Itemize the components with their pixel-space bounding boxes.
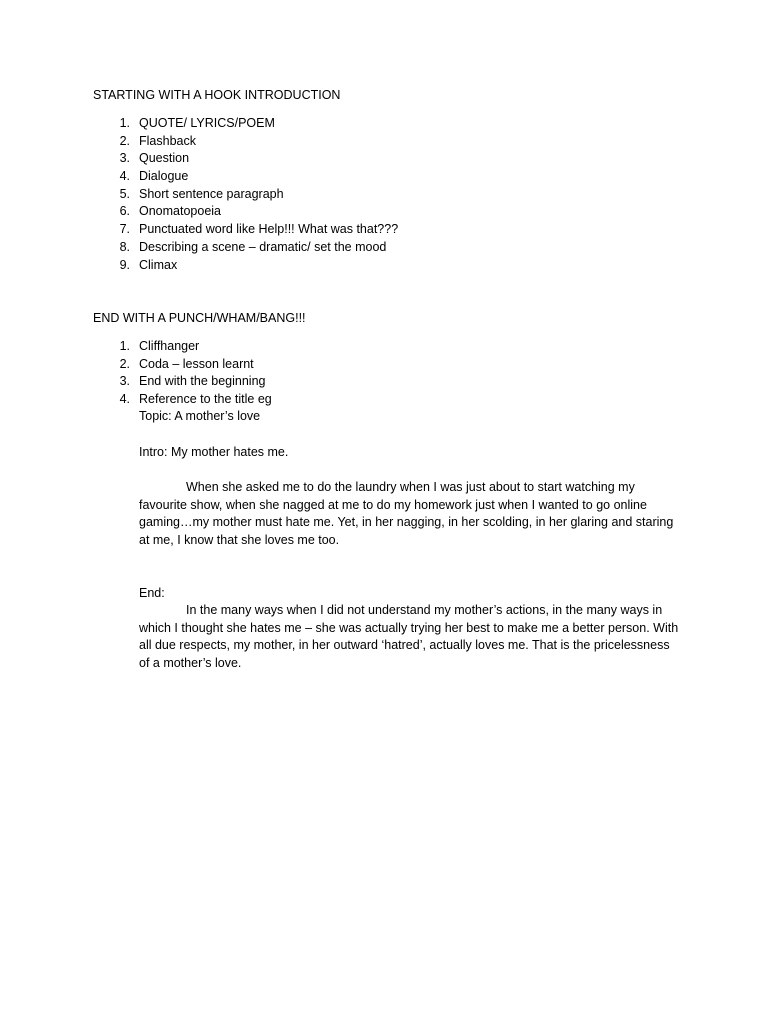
list-text: Question	[139, 151, 190, 166]
list-number: 1.	[119, 116, 130, 130]
list-text: Short sentence paragraph	[139, 186, 284, 201]
list-number: 6.	[119, 204, 130, 219]
intro-paragraph: When she asked me to do the laundry when I was just about to start watching my favourite show, when she nagged at me to do my homework just when I wanted to go online gaming…my mother must hate me. Yet, in her nagging, in her scolding, in her glaring and staring at me, I know that she loves me too.	[139, 480, 674, 547]
list-number: 2.	[119, 133, 130, 148]
end-label: End:	[139, 586, 165, 600]
list-number: 3.	[119, 151, 130, 166]
list-text: Onomatopoeia	[139, 204, 222, 219]
list-number: 4.	[119, 392, 130, 407]
list-text: Cliffhanger	[139, 339, 200, 353]
list-text: Punctuated word like Help!!! What was that???	[139, 222, 399, 237]
end-paragraph: In the many ways when I did not understand my mother’s actions, in the many ways in which I thought she hates me – she was actually trying her best to make me a better person. With all due respects, my mother, in her outward ‘hatred’, actually loves me. That is the pricelessness of a mother’s love.	[139, 603, 679, 670]
list-number: 7.	[119, 222, 130, 237]
list-number: 1.	[119, 339, 130, 353]
list-text: End with the beginning	[139, 374, 266, 389]
list-number: 3.	[119, 374, 130, 389]
list-text: Reference to the title eg	[139, 392, 272, 407]
list-number: 2.	[119, 356, 130, 371]
punch-heading: END WITH A PUNCH/WHAM/BANG!!!	[93, 311, 306, 325]
example-intro-label: Intro: My mother hates me.	[139, 445, 289, 459]
list-text: Climax	[139, 257, 178, 272]
hook-heading: STARTING WITH A HOOK INTRODUCTION	[93, 88, 341, 102]
list-number: 5.	[119, 186, 130, 201]
list-number: 4.	[119, 169, 130, 184]
list-number: 8.	[119, 239, 130, 254]
list-text: QUOTE/ LYRICS/POEM	[139, 116, 275, 130]
list-text: Flashback	[139, 133, 196, 148]
list-text: Coda – lesson learnt	[139, 356, 254, 371]
list-number: 9.	[119, 257, 130, 272]
list-text: Describing a scene – dramatic/ set the mood	[139, 239, 387, 254]
list-text: Dialogue	[139, 169, 189, 184]
example-topic: Topic: A mother’s love	[139, 409, 261, 423]
